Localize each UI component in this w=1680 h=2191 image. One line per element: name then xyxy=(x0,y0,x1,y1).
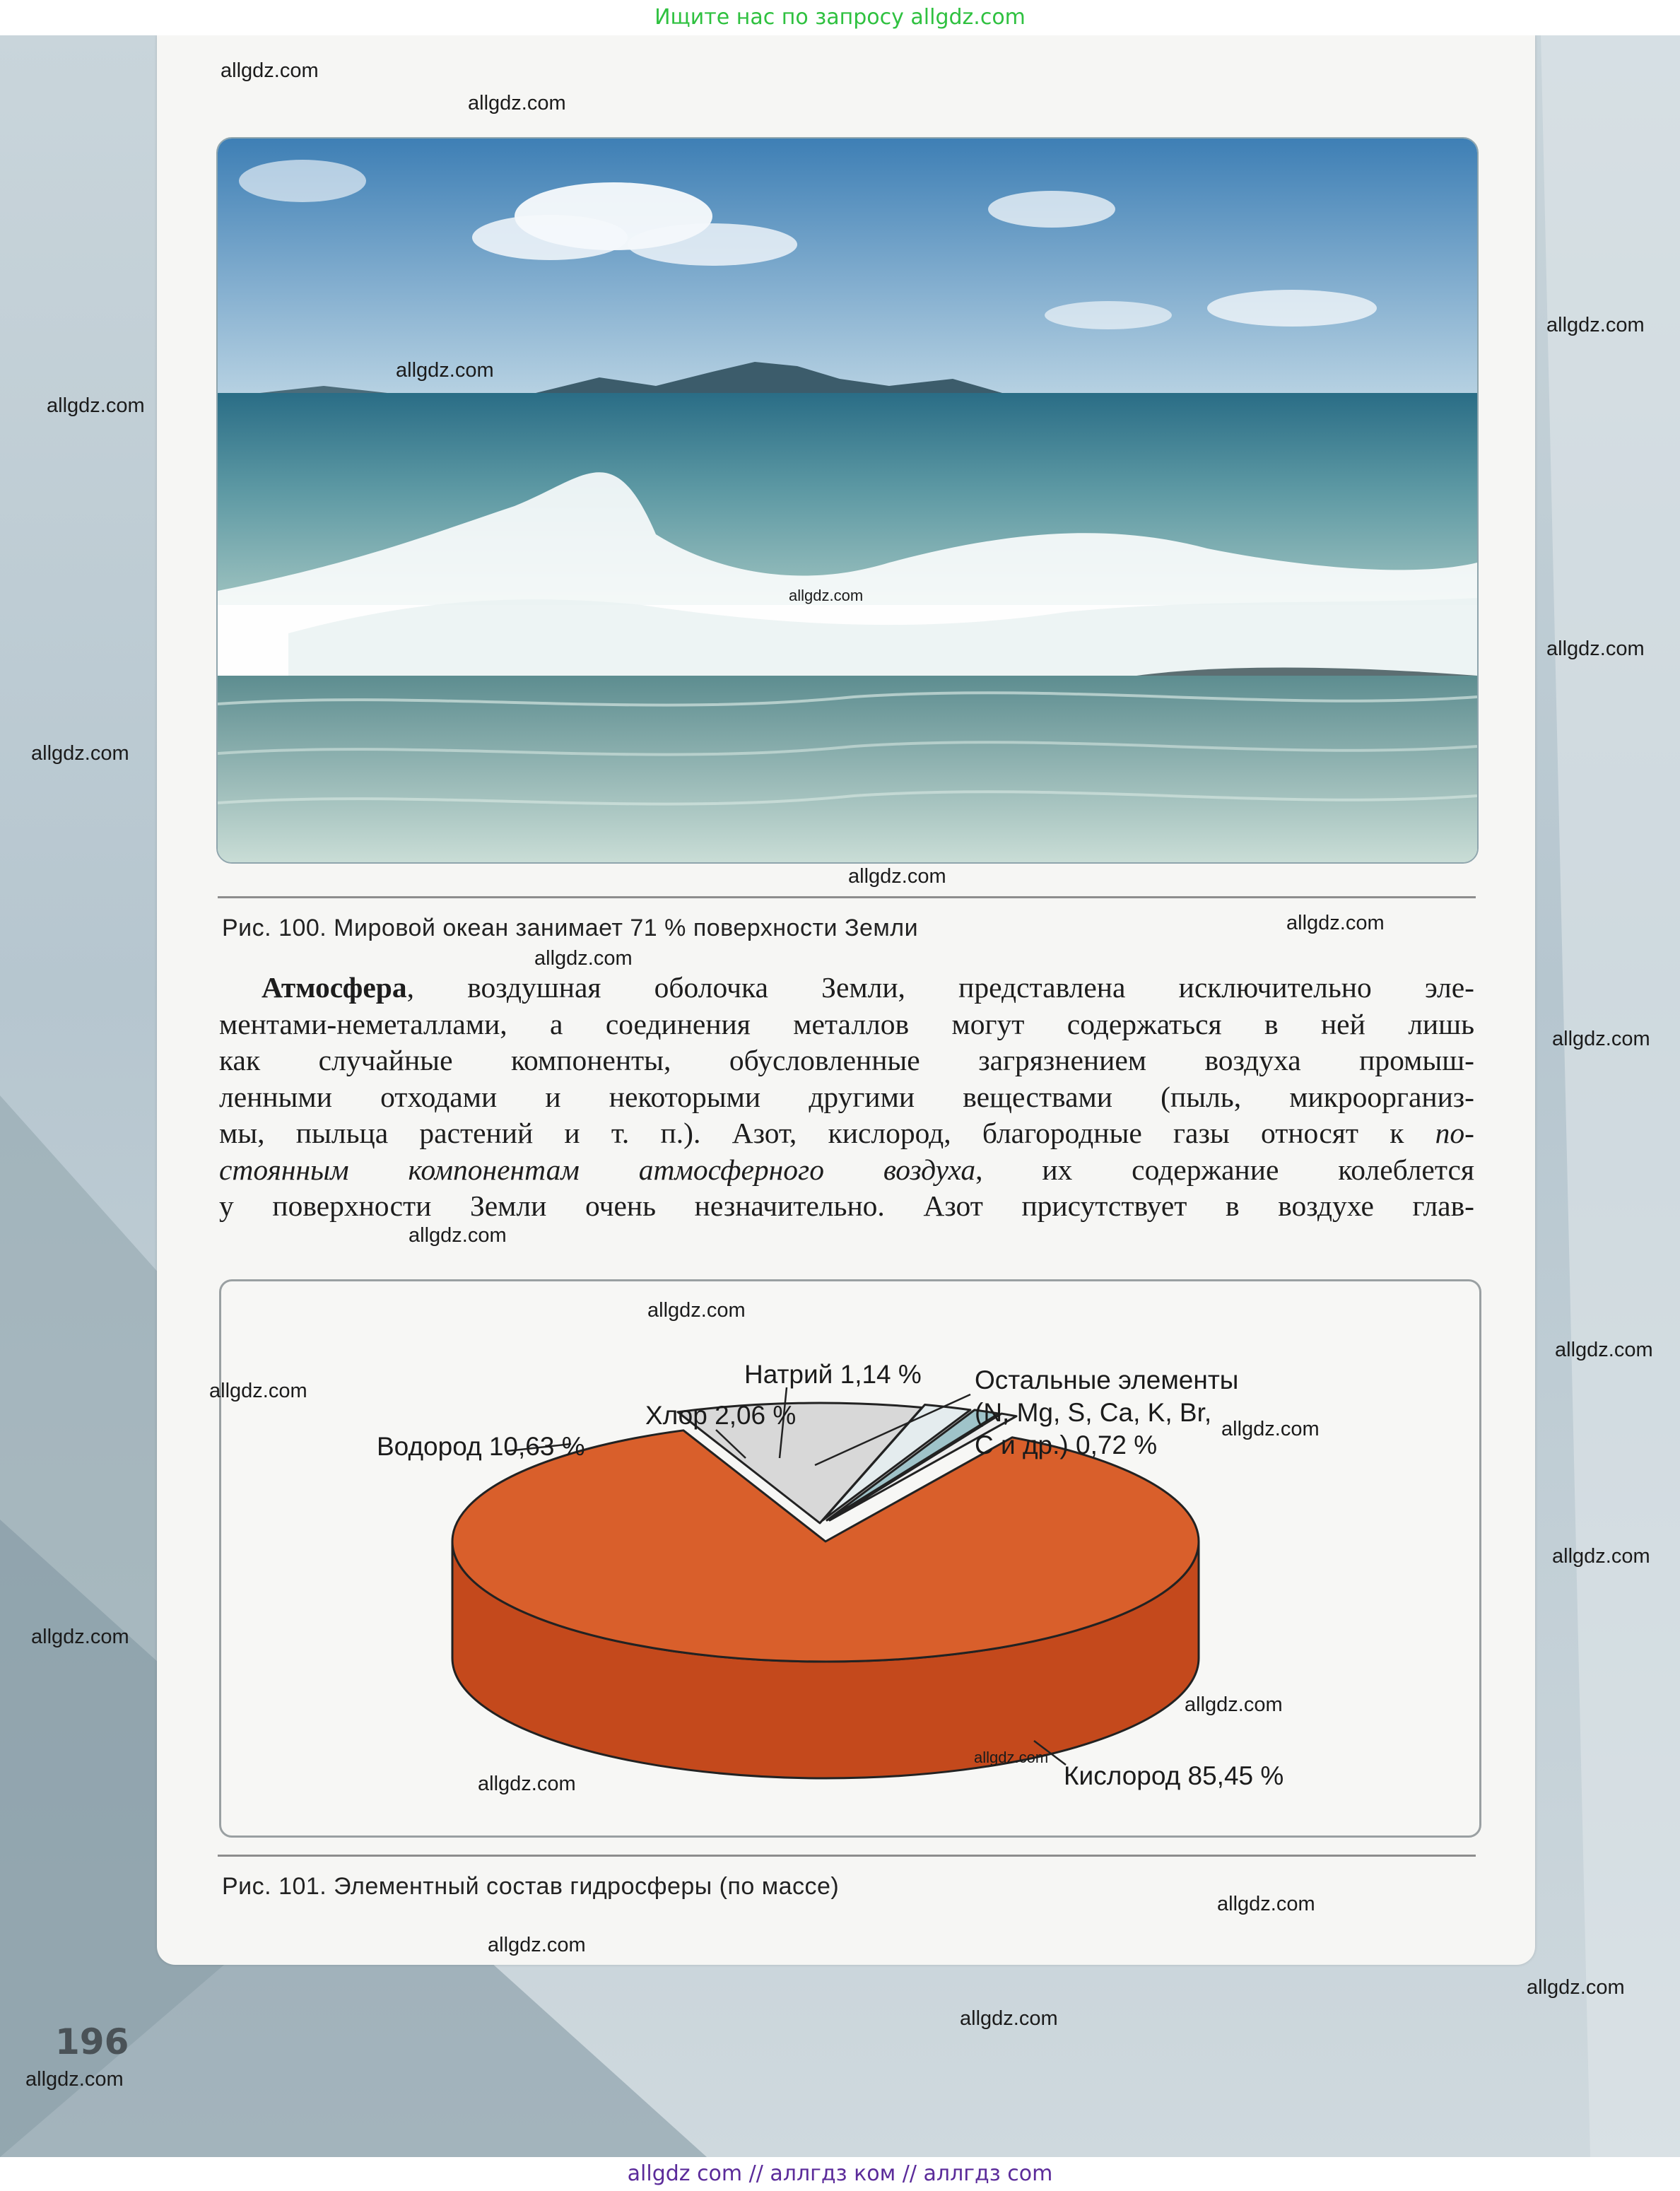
watermark[interactable]: allgdz.com xyxy=(1185,1693,1283,1716)
watermark[interactable]: allgdz.com xyxy=(396,359,494,382)
composition-chart xyxy=(219,1279,1481,1838)
page-number: 196 xyxy=(55,2021,129,2062)
watermark[interactable]: allgdz.com xyxy=(789,587,864,604)
body-line-6: стоянным компонентам атмосферного воздуха, их содержание колеблется xyxy=(219,1153,1474,1186)
watermark[interactable]: allgdz.com xyxy=(488,1934,586,1956)
watermark[interactable]: allgdz.com xyxy=(848,865,946,888)
body-line-5: мы, пыльца растений и т. п.). Азот, кислород, благородные газы относят к по- xyxy=(219,1117,1474,1149)
body-line-2: ментами-неметаллами, а соединения металлов могут содержаться в ней лишь xyxy=(219,1007,1474,1040)
figure-101-caption: Рис. 101. Элементный состав гидросферы (по массе) xyxy=(222,1873,840,1900)
label-others-2: (N, Mg, S, Ca, K, Br, xyxy=(975,1398,1212,1427)
caption-rule-fig100 xyxy=(218,896,1476,898)
body-line-7: у поверхности Земли очень незначительно. Азот присутствует в воздухе глав- xyxy=(219,1190,1474,1222)
caption-rule-fig101 xyxy=(218,1855,1476,1857)
watermark[interactable]: allgdz.com xyxy=(1221,1418,1320,1440)
body-paragraph xyxy=(219,970,1474,1225)
bottom-banner[interactable]: allgdz com // аллгдз ком // аллгдз com xyxy=(627,2161,1053,2186)
watermark[interactable]: allgdz.com xyxy=(1552,1545,1650,1568)
watermark[interactable]: allgdz.com xyxy=(31,742,129,765)
watermark[interactable]: allgdz.com xyxy=(1546,314,1645,336)
watermark[interactable]: allgdz.com xyxy=(974,1749,1049,1766)
label-others-1: Остальные элементы xyxy=(975,1365,1239,1394)
watermark[interactable]: allgdz.com xyxy=(25,2068,124,2091)
figure-100-caption: Рис. 100. Мировой океан занимает 71 % поверхности Земли xyxy=(222,915,919,941)
watermark[interactable]: allgdz.com xyxy=(221,59,319,82)
label-sodium: Натрий 1,14 % xyxy=(744,1360,922,1389)
label-chlorine: Хлор 2,06 % xyxy=(645,1401,797,1430)
label-oxygen: Кислород 85,45 % xyxy=(1064,1761,1284,1790)
watermark[interactable]: allgdz.com xyxy=(31,1626,129,1648)
watermark[interactable]: allgdz.com xyxy=(1286,912,1385,934)
term-atmosphere: Атмосфера xyxy=(262,971,407,1004)
label-hydrogen: Водород 10,63 % xyxy=(377,1432,585,1461)
watermark[interactable]: allgdz.com xyxy=(47,394,145,417)
watermark[interactable]: allgdz.com xyxy=(468,92,566,114)
watermark[interactable]: allgdz.com xyxy=(1552,1028,1650,1050)
body-line-1: Атмосфера, воздушная оболочка Земли, представлена исключительно эле- xyxy=(262,971,1474,1004)
watermark[interactable]: allgdz.com xyxy=(1555,1339,1653,1361)
top-banner[interactable]: Ищите нас по запросу allgdz.com xyxy=(654,5,1026,30)
body-line-3: как случайные компоненты, обусловленные загрязнением воздуха промыш- xyxy=(219,1044,1474,1076)
scanned-page-area xyxy=(0,35,1680,2157)
watermark[interactable]: allgdz.com xyxy=(960,2007,1058,2030)
label-others-3: C и др.) 0,72 % xyxy=(975,1431,1158,1459)
watermark[interactable]: allgdz.com xyxy=(478,1773,576,1795)
watermark[interactable]: allgdz.com xyxy=(1217,1893,1315,1915)
watermark[interactable]: allgdz.com xyxy=(1527,1976,1625,1999)
watermark[interactable]: allgdz.com xyxy=(1546,638,1645,660)
watermark[interactable]: allgdz.com xyxy=(647,1299,746,1322)
ocean-photo xyxy=(216,137,1479,864)
body-line-4: ленными отходами и некоторыми другими веществами (пыль, микроорганиз- xyxy=(219,1080,1474,1113)
watermark[interactable]: allgdz.com xyxy=(209,1380,307,1402)
textbook-page xyxy=(157,35,1535,1965)
watermark[interactable]: allgdz.com xyxy=(534,947,633,970)
watermark[interactable]: allgdz.com xyxy=(409,1224,507,1247)
